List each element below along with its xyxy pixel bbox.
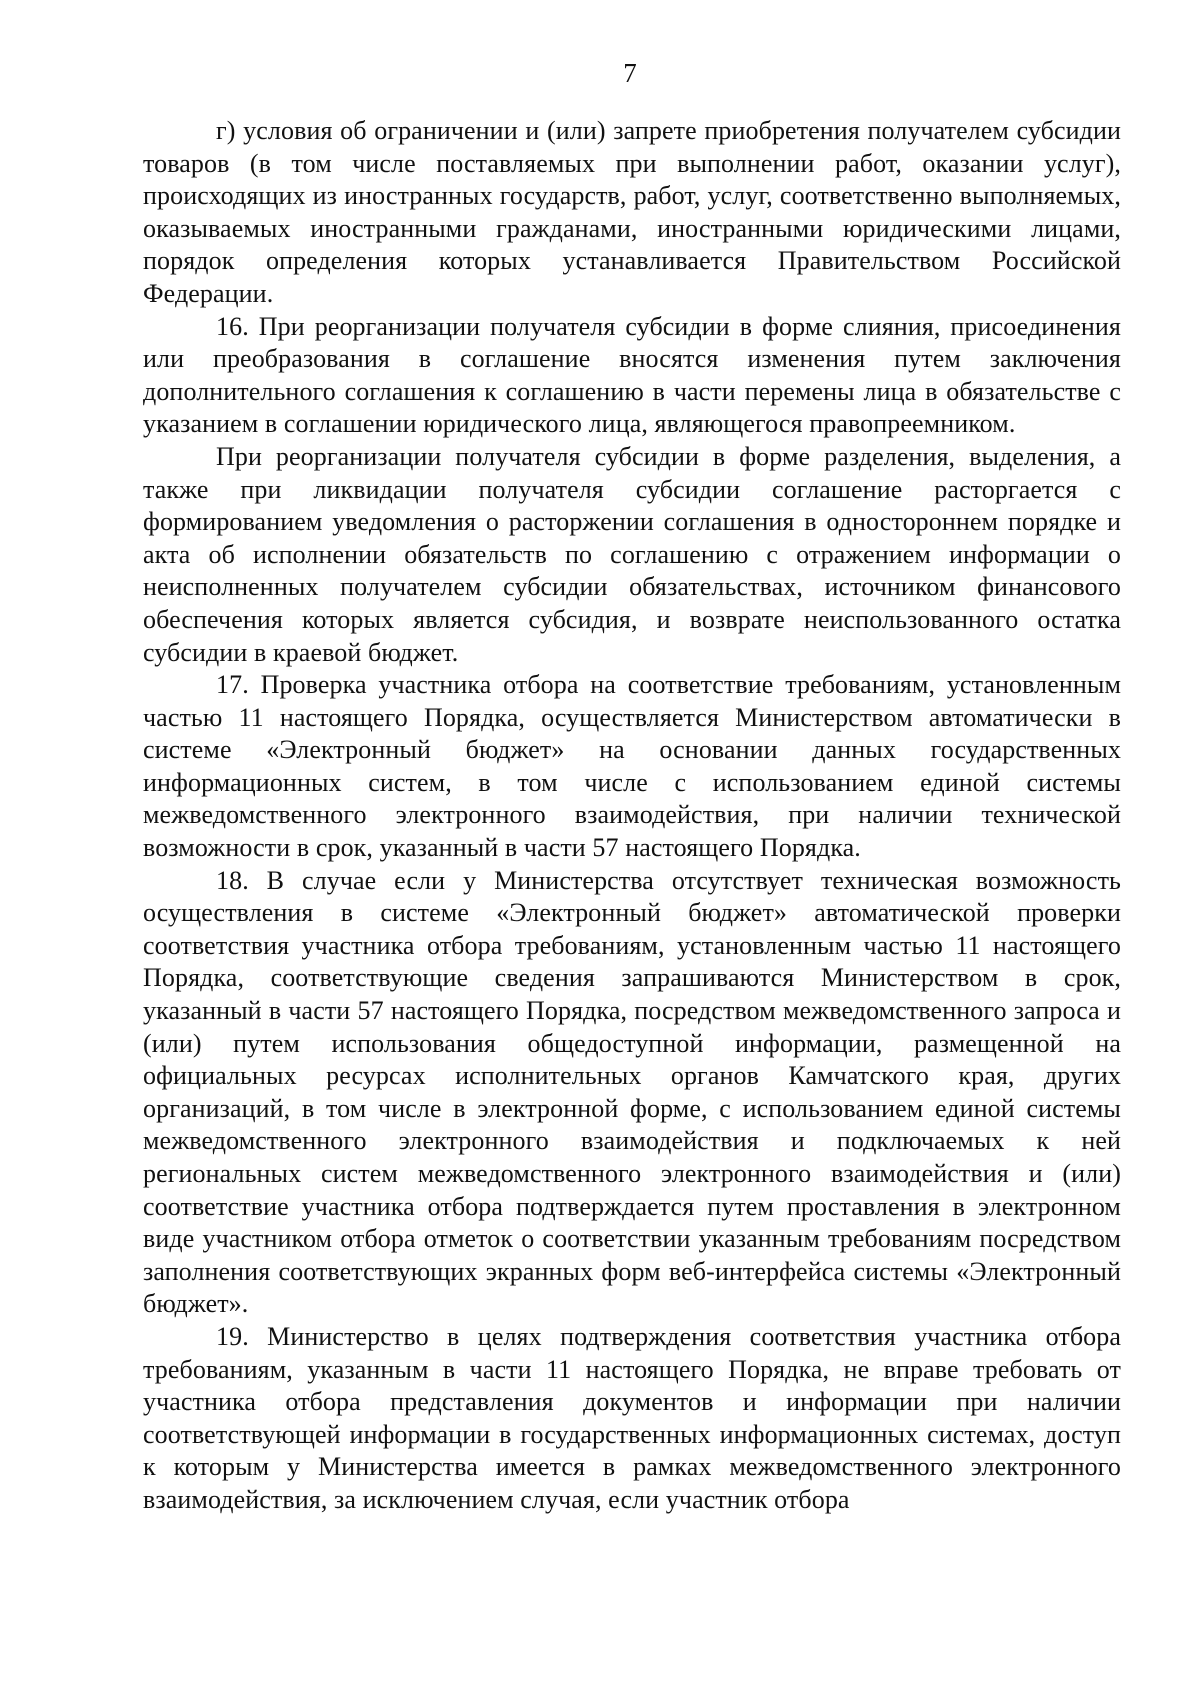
- paragraph-condition-g: г) условия об ограничении и (или) запрете приобретения получателем субсидии товаров (в том числе поставляемых при выполнении работ, оказании услуг), происходящих из иностранных государств, работ, услуг, соответственно выполняемых, оказываемых иностранными гражданами, иностранными юридическими лицами, порядок определения которых устанавливается Правительством Российской Федерации.: [143, 116, 1121, 308]
- paragraph-16-continued: При реорганизации получателя субсидии в форме разделения, выделения, а также при ликвидации получателя субсидии соглашение расторгается с формированием уведомления о расторжении соглашения в одностороннем порядке и акта об исполнении обязательств по соглашению с отражением информации о неисполненных получателем субсидии обязательствах, источником финансового обеспечения которых является субсидия, и возврате неиспользованного остатка субсидии в краевой бюджет.: [143, 441, 1121, 667]
- paragraph-19: 19. Министерство в целях подтверждения соответствия участника отбора требованиям, указанным в части 11 настоящего Порядка, не вправе требовать от участника отбора представления документов и информации при наличии соответствующей информации в государственных информационных системах, доступ к которым у Министерства имеется в рамках межведомственного электронного взаимодействия, за исключением случая, если участник отбора: [143, 1321, 1121, 1514]
- page-number: 7: [623, 58, 637, 88]
- paragraph-18: 18. В случае если у Министерства отсутствует техническая возможность осуществления в системе «Электронный бюджет» автоматической проверки соответствия участника отбора требованиям, установленным частью 11 настоящего Порядка, соответствующие сведения запрашиваются Министерством в срок, указанный в части 57 настоящего Порядка, посредством межведомственного запроса и (или) путем использования общедоступной информации, размещенной на официальных ресурсах исполнительных органов Камчатского края, других организаций, в том числе в электронной форме, с использованием единой системы межведомственного электронного взаимодействия и подключаемых к ней региональных систем межведомственного электронного взаимодействия и (или) соответствие участника отбора подтверждается путем проставления в электронном виде участником отбора отметок о соответствии указанным требованиям посредством заполнения соответствующих экранных форм веб-интерфейса системы «Электронный бюджет».: [143, 865, 1121, 1319]
- paragraph-17: 17. Проверка участника отбора на соответствие требованиям, установленным частью 11 настоящего Порядка, осуществляется Министерством автоматически в системе «Электронный бюджет» на основании данных государственных информационных систем, в том числе с использованием единой системы межведомственного электронного взаимодействия, при наличии технической возможности в срок, указанный в части 57 настоящего Порядка.: [143, 670, 1121, 863]
- paragraph-16: 16. При реорганизации получателя субсидии в форме слияния, присоединения или преобразования в соглашение вносятся изменения путем заключения дополнительного соглашения к соглашению в части перемены лица в обязательстве с указанием в соглашении юридического лица, являющегося правопреемником.: [143, 311, 1121, 439]
- document-body: [143, 115, 1121, 1517]
